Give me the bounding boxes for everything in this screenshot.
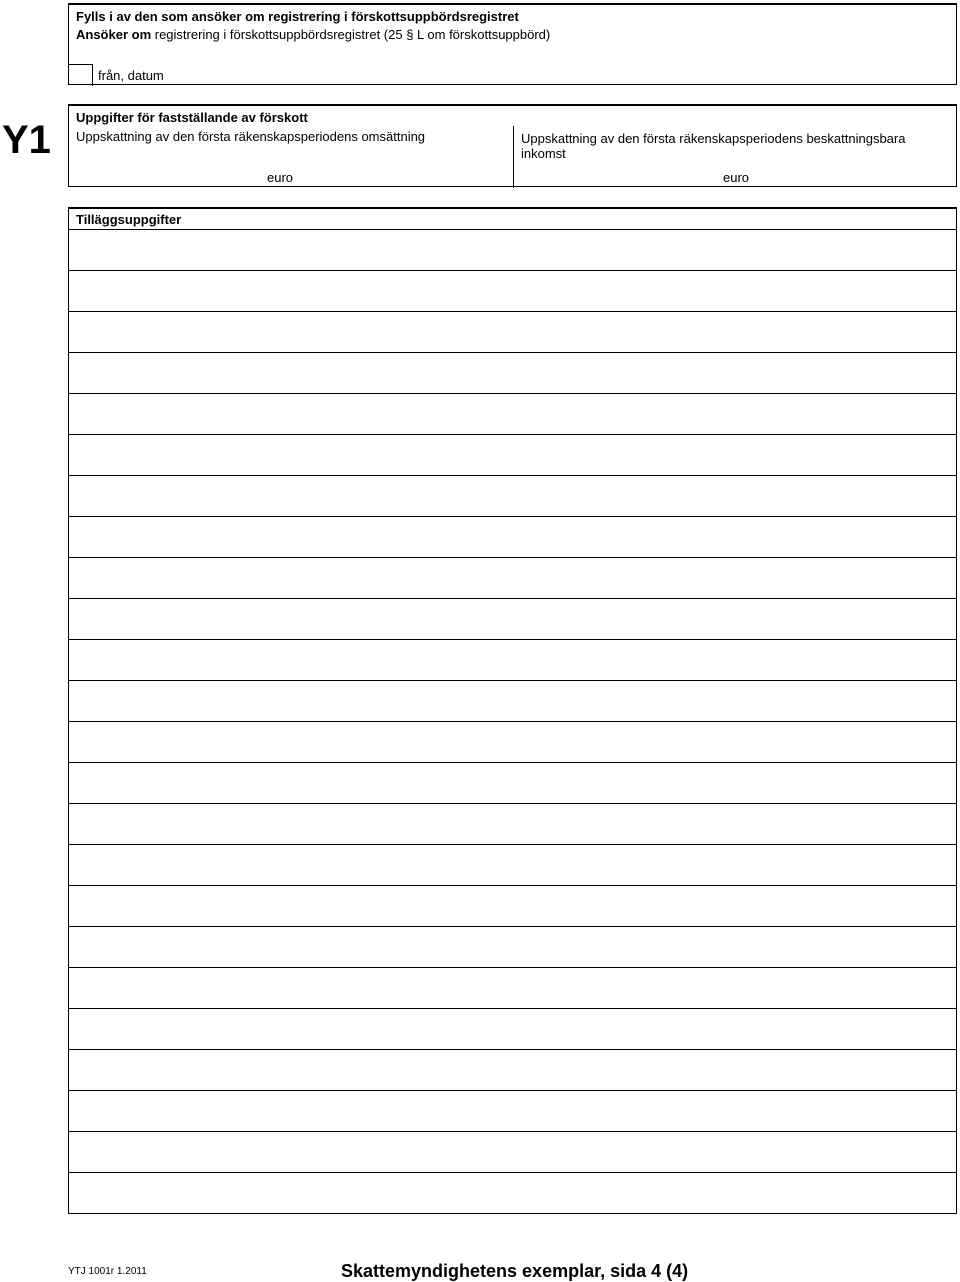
- writing-line: [69, 885, 956, 886]
- writing-line: [69, 1049, 956, 1050]
- writing-line: [69, 270, 956, 271]
- section-title: Fylls i av den som ansöker om registrering i förskottsuppbördsregistret: [76, 9, 519, 24]
- writing-line: [69, 1131, 956, 1132]
- writing-line: [69, 1008, 956, 1009]
- writing-lines: [69, 209, 956, 1213]
- form-code: YTJ 1001r 1.2011: [68, 1266, 147, 1277]
- turnover-estimate-label: Uppskattning av den första räkenskapsperiodens omsättning: [76, 129, 426, 144]
- writing-line: [69, 598, 956, 599]
- writing-line: [69, 926, 956, 927]
- additional-info-section[interactable]: [68, 207, 957, 1214]
- writing-line: [69, 393, 956, 394]
- writing-line: [69, 803, 956, 804]
- prepayment-heading: Uppgifter för fastställande av förskott: [76, 110, 308, 125]
- writing-line: [69, 434, 956, 435]
- writing-line: [69, 475, 956, 476]
- writing-line: [69, 762, 956, 763]
- prepayment-section: [68, 104, 957, 187]
- taxable-income-estimate-label: Uppskattning av den första räkenskapsperiodens beskattningsbara inkomst: [521, 131, 906, 161]
- turnover-unit: euro: [267, 170, 294, 185]
- taxable-income-unit: euro: [723, 170, 750, 185]
- writing-line: [69, 1090, 956, 1091]
- writing-line: [69, 844, 956, 845]
- writing-line: [69, 680, 956, 681]
- page-footer-title: Skattemyndighetens exemplar, sida 4 (4): [341, 1261, 689, 1281]
- column-divider: [513, 126, 514, 188]
- date-field-label: från, datum: [98, 68, 164, 83]
- writing-line: [69, 967, 956, 968]
- application-statement-text: registrering i förskottsuppbördsregistret (25 § L om förskottsuppbörd): [151, 27, 551, 42]
- writing-line: [69, 1172, 956, 1173]
- application-section: [68, 3, 957, 85]
- section-code-y1: Y1: [2, 118, 51, 162]
- writing-line: [69, 311, 956, 312]
- application-statement: [76, 27, 550, 42]
- writing-line: [69, 229, 956, 230]
- writing-line: [69, 639, 956, 640]
- additional-info-heading: Tilläggsuppgifter: [76, 212, 182, 227]
- writing-line: [69, 557, 956, 558]
- writing-line: [69, 352, 956, 353]
- application-statement-bold: Ansöker om: [76, 27, 152, 42]
- writing-line: [69, 721, 956, 722]
- writing-line: [69, 516, 956, 517]
- application-checkbox[interactable]: [69, 64, 93, 86]
